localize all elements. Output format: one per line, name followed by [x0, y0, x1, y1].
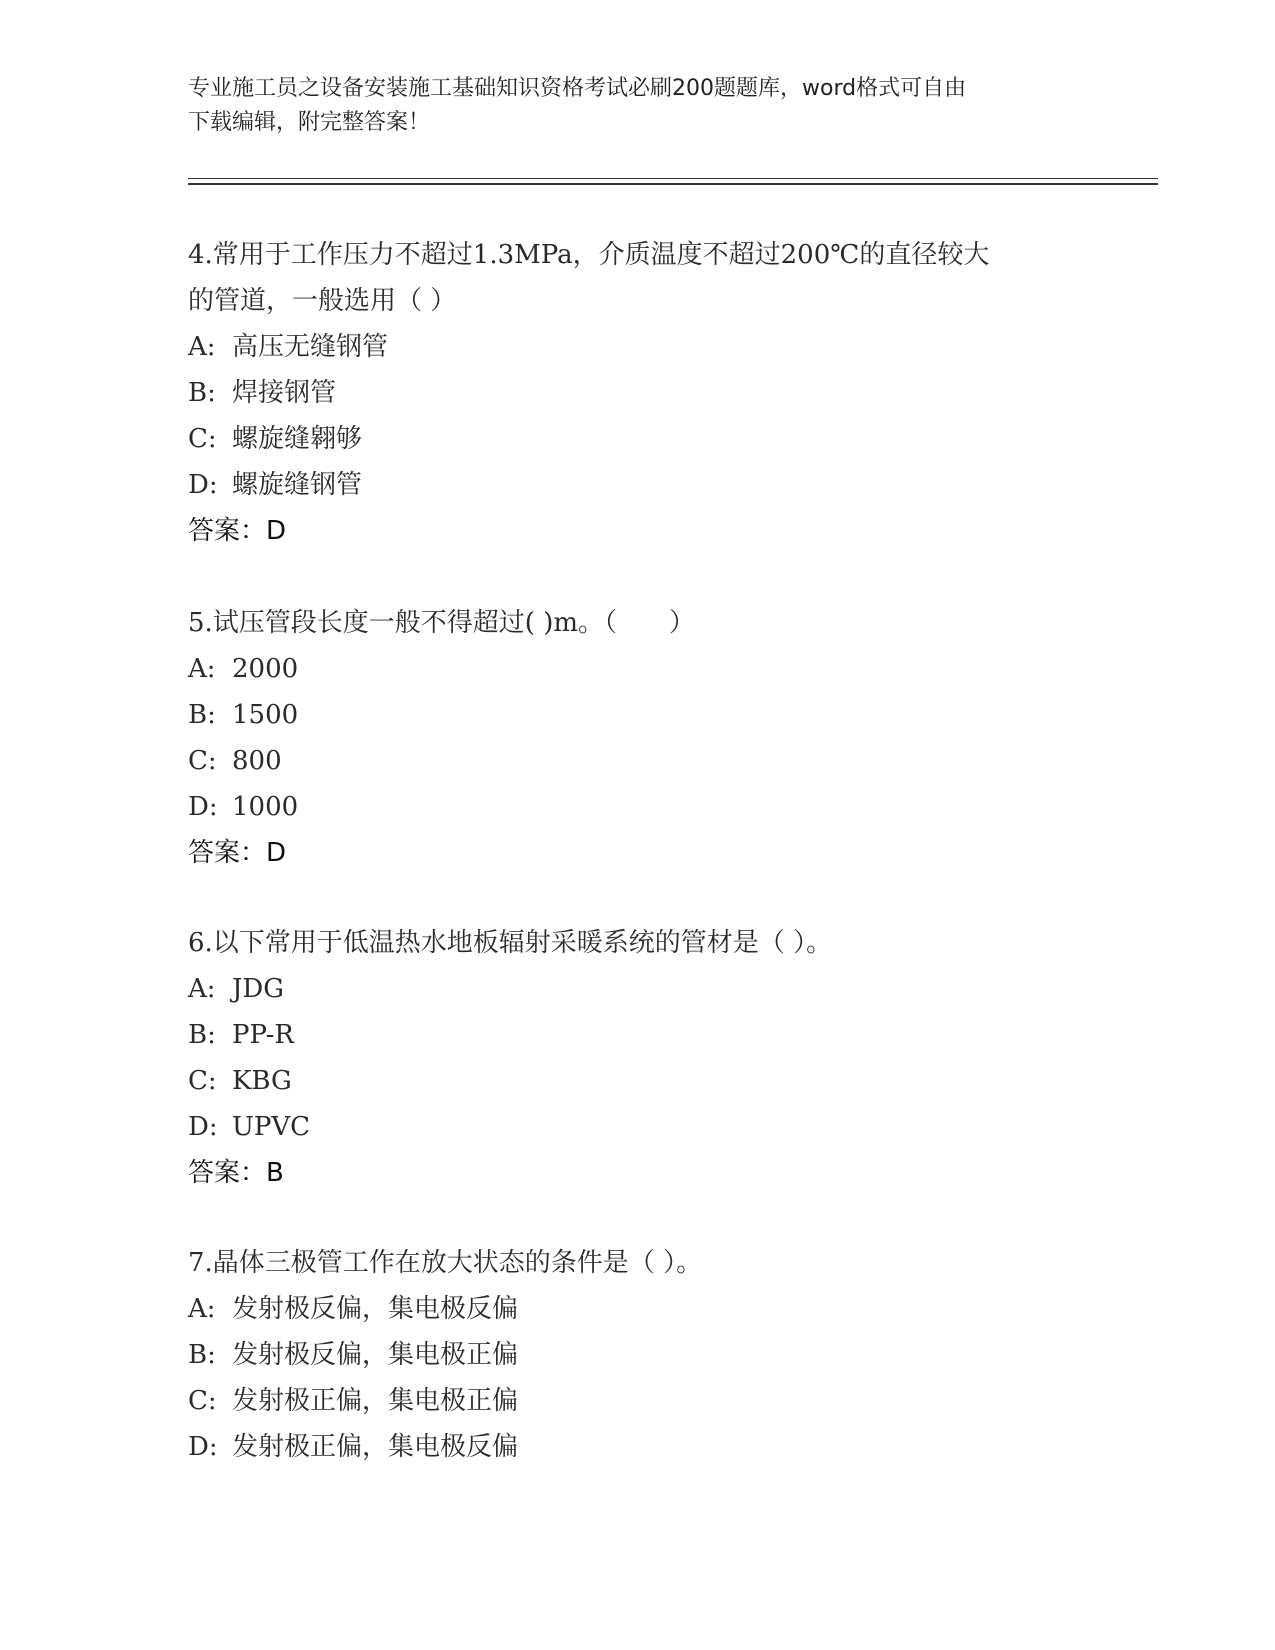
option-label: D:	[188, 470, 218, 500]
answer-line: 答案：D	[188, 516, 287, 546]
option-label: B:	[188, 378, 216, 408]
option-text: 1500	[232, 700, 299, 730]
question-stem-line-1: 6.以下常用于低温热水地板辐射采暖系统的管材是（ ）。	[188, 928, 833, 958]
header-line-1: 专业施工员之设备安装施工基础知识资格考试必刷200题题库，word格式可自由	[188, 76, 967, 101]
option-text: JDG	[232, 974, 285, 1004]
option-d	[188, 1104, 1088, 1150]
option-text: 高压无缝钢管	[232, 332, 389, 362]
option-label: D:	[188, 1432, 218, 1462]
option-text: 螺旋缝翱够	[232, 424, 363, 454]
option-text: UPVC	[232, 1112, 311, 1142]
answer-line: 答案：B	[188, 1158, 284, 1188]
option-label: A:	[188, 332, 216, 362]
option-text: 焊接钢管	[232, 378, 337, 408]
option-b	[188, 370, 1088, 416]
option-c	[188, 1378, 1088, 1424]
option-b	[188, 1012, 1088, 1058]
option-d	[188, 1424, 1088, 1470]
option-text: KBG	[232, 1066, 292, 1096]
option-c	[188, 416, 1088, 462]
option-label: C:	[188, 1066, 217, 1096]
option-label: B:	[188, 700, 216, 730]
header-line-2: 下载编辑，附完整答案！	[188, 110, 431, 135]
option-text: 2000	[232, 654, 299, 684]
option-d	[188, 784, 1088, 830]
option-c	[188, 1058, 1088, 1104]
option-a	[188, 966, 1088, 1012]
question-5	[188, 600, 1088, 876]
option-label: C:	[188, 746, 217, 776]
question-6	[188, 920, 1088, 1196]
option-text: 螺旋缝钢管	[232, 470, 363, 500]
option-label: A:	[188, 1294, 216, 1324]
option-b	[188, 692, 1088, 738]
question-stem-line-1: 5.试压管段长度一般不得超过( )m。（ ）	[188, 608, 696, 638]
option-label: B:	[188, 1020, 216, 1050]
option-label: B:	[188, 1340, 216, 1370]
option-text: PP-R	[232, 1020, 294, 1050]
option-label: C:	[188, 424, 217, 454]
option-label: A:	[188, 974, 216, 1004]
option-b	[188, 1332, 1088, 1378]
option-c	[188, 738, 1088, 784]
option-text: 发射极正偏，集电极正偏	[232, 1386, 519, 1416]
header-divider-thin	[188, 178, 1158, 179]
option-d	[188, 462, 1088, 508]
question-7	[188, 1240, 1088, 1470]
option-text: 发射极正偏，集电极反偏	[232, 1432, 519, 1462]
option-label: D:	[188, 792, 218, 822]
option-text: 发射极反偏，集电极正偏	[232, 1340, 519, 1370]
option-text: 1000	[232, 792, 299, 822]
document-header	[188, 72, 1088, 140]
question-4	[188, 232, 1088, 554]
option-label: D:	[188, 1112, 218, 1142]
option-a	[188, 1286, 1088, 1332]
option-label: A:	[188, 654, 216, 684]
option-text: 发射极反偏，集电极反偏	[232, 1294, 519, 1324]
question-stem-line-1: 7.晶体三极管工作在放大状态的条件是（ ）。	[188, 1248, 703, 1278]
question-stem-line-1: 4.常用于工作压力不超过1.3MPa，介质温度不超过200℃的直径较大	[188, 240, 990, 270]
header-divider-thick	[188, 183, 1158, 185]
option-a	[188, 646, 1088, 692]
option-a	[188, 324, 1088, 370]
answer-line: 答案：D	[188, 838, 287, 868]
option-text: 800	[232, 746, 282, 776]
option-label: C:	[188, 1386, 217, 1416]
question-stem-line-2: 的管道，一般选用（ ）	[188, 286, 457, 316]
